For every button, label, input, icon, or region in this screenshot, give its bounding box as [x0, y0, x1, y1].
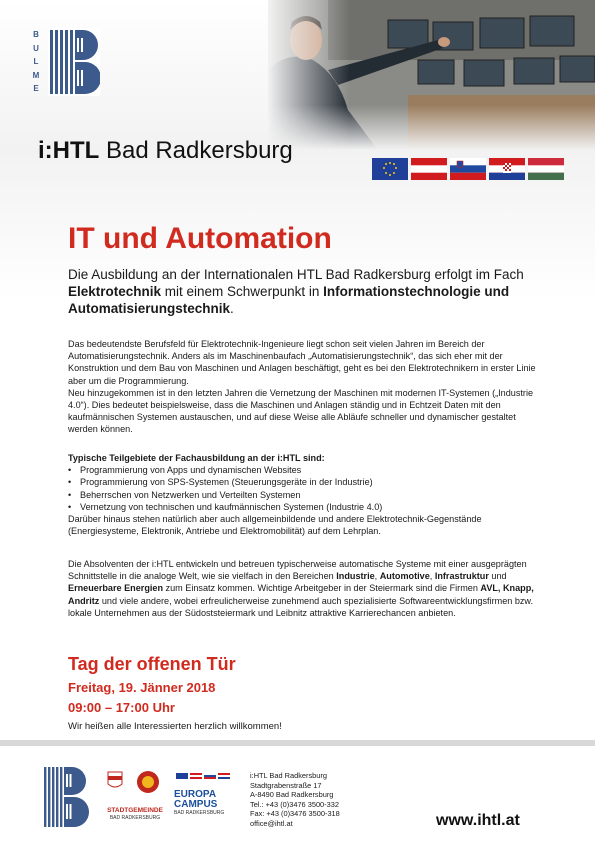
intro-text: . — [230, 301, 234, 316]
event-title: Tag der offenen Tür — [68, 654, 236, 674]
email-link[interactable]: office@ihtl.at — [250, 818, 293, 828]
list-item: • Programmierung von SPS-Systemen (Steuerungsgeräte in der Industrie) — [68, 476, 544, 488]
body-paragraph-3 — [68, 558, 544, 619]
paragraph-text: und — [488, 571, 507, 582]
paragraph-text: Darüber hinaus stehen natürlich aber auch allgemeinbildende und andere Elektrotechnik-Gegenstände (Energiesysteme, Elektronik, Antriebe und Elektromobilität) auf dem Lehrplan. — [68, 514, 482, 537]
logo-letter: L — [33, 57, 39, 66]
eu-flag-icon — [372, 158, 408, 180]
event-date: Freitag, 19. Jänner 2018 — [68, 680, 216, 695]
croatia-flag-icon — [489, 158, 525, 180]
logo-letter: E — [33, 84, 39, 93]
address-line: i:HTL Bad Radkersburg — [250, 771, 327, 780]
website-link[interactable]: www.ihtl.at — [436, 812, 520, 829]
address-line: A-8490 Bad Radkersburg — [250, 790, 334, 800]
austria-flag-icon — [411, 158, 447, 180]
topics-list — [68, 464, 544, 513]
emphasis-text: Automotive — [379, 571, 430, 582]
header-photo — [268, 0, 595, 150]
event-time: 09:00 – 17:00 Uhr — [68, 700, 175, 715]
intro-emphasis: Informationstechnologie und Automatisierungstechnik — [68, 284, 510, 316]
contact-address — [250, 771, 340, 829]
stadt-sub: BAD RADKERSBURG — [109, 815, 161, 821]
brand-prefix: i:HTL — [38, 137, 100, 164]
phone-number: Tel.: +43 (0)3476 3500-332 — [250, 799, 339, 809]
logo-letter: U — [33, 43, 39, 53]
europa-name: CAMPUS — [174, 799, 218, 810]
paragraph-text: Das bedeutendste Berufsfeld für Elektrotechnik-Ingenieure liegt schon seit vielen Jahren im Bereich der Automatisierungstechnik. Anders als im Maschinenbaufach „Automatisierungstechnik“, das sich eher mit der Konstruktion und dem Bau von Maschinen und Anlagen beschäftigt, geht es bei den Elektrotechnikern in erster Linie aber um die Programmierung. — [68, 339, 536, 386]
europa-sub: BAD RADKERSBURG — [174, 810, 225, 816]
stadtgemeinde-logo — [102, 768, 168, 826]
paragraph-text: , — [429, 571, 435, 582]
europa-name: EUROPA — [174, 789, 217, 800]
school-brand-title — [38, 137, 293, 165]
bulme-footer-logo-icon — [34, 765, 92, 829]
intro-text: mit einem Schwerpunkt in — [161, 284, 324, 299]
europa-campus-logo — [174, 768, 240, 826]
paragraph-text: Neu hinzugekommen ist in den letzten Jahren die Vernetzung der Maschinen mit modernen IT-Systemen („Industrie 4.0“). Dies bedeutet beispielsweise, dass die Maschinen und Anlagen ständig und in Echtzeit Daten mit den kaufmännischen Systemen austauschen, und auf diese Weise alle Abläufe schneller und dynamischer gestaltet werden können. — [68, 387, 534, 435]
flag-row — [372, 158, 564, 180]
stadt-crest-icon — [102, 768, 168, 802]
intro-text: Die Ausbildung an der Internationalen HTL Bad Radkersburg erfolgt im Fach — [68, 267, 524, 282]
europa-flags-icon — [174, 771, 240, 781]
intro-emphasis: Elektrotechnik — [68, 284, 162, 299]
bulme-b-mark-icon — [48, 28, 100, 96]
bulme-logo-letters — [30, 28, 42, 96]
logo-letter: B — [33, 30, 39, 39]
footer-divider — [0, 740, 595, 746]
paragraph-text: zum Einsatz kommen. Wichtige Arbeitgeber in der Steiermark sind die Firmen — [163, 583, 481, 594]
brand-name: Bad Radkersburg — [99, 137, 293, 164]
list-item: • Vernetzung von technischen und kaufmännischen Systemen (Industrie 4.0) — [68, 501, 544, 513]
page-title: IT und Automation — [68, 222, 332, 255]
paragraph-text: Die Absolventen der i:HTL entwickeln und betreuen typischerweise automatische Systeme mit einer ausgeprägten Schnittstelle in die analoge Welt, wie sie vielfach in den Bereichen — [68, 559, 527, 582]
section-subheading: Typische Teilgebiete der Fachausbildung an der i:HTL sind: — [68, 453, 325, 463]
emphasis-text: Infrastruktur — [434, 571, 489, 582]
list-item: • Beherrschen von Netzwerken und Verteilten Systemen — [68, 489, 544, 501]
hungary-flag-icon — [528, 158, 564, 180]
logo-letter: M — [32, 70, 40, 80]
slovenia-flag-icon — [450, 158, 486, 180]
emphasis-text: Erneuerbare Energien — [68, 583, 164, 594]
paragraph-text: , — [374, 571, 380, 582]
emphasis-text: AVL, Knapp, Andritz — [68, 583, 534, 606]
body-paragraph-1 — [68, 338, 544, 436]
paragraph-text: und viele andere, wobei erfreulicherweise zunehmend auch spezialisierte Softwareentwicklungsfirmen bzw. lokale Unternehmen aus der Südoststeiermark und Leibnitz attraktive Karrierechancen anbieten. — [68, 595, 534, 618]
list-item: • Programmierung von Apps und dynamischen Websites — [68, 464, 544, 476]
body-paragraph-2 — [68, 452, 544, 537]
address-line: Stadtgrabenstraße 17 — [250, 780, 322, 790]
intro-paragraph — [68, 266, 548, 317]
fax-number: Fax: +43 (0)3476 3500-318 — [250, 809, 340, 819]
stadt-name: STADTGEMEINDE — [107, 807, 163, 814]
emphasis-text: Industrie — [336, 571, 375, 582]
welcome-text: Wir heißen alle Interessierten herzlich willkommen! — [68, 721, 282, 732]
